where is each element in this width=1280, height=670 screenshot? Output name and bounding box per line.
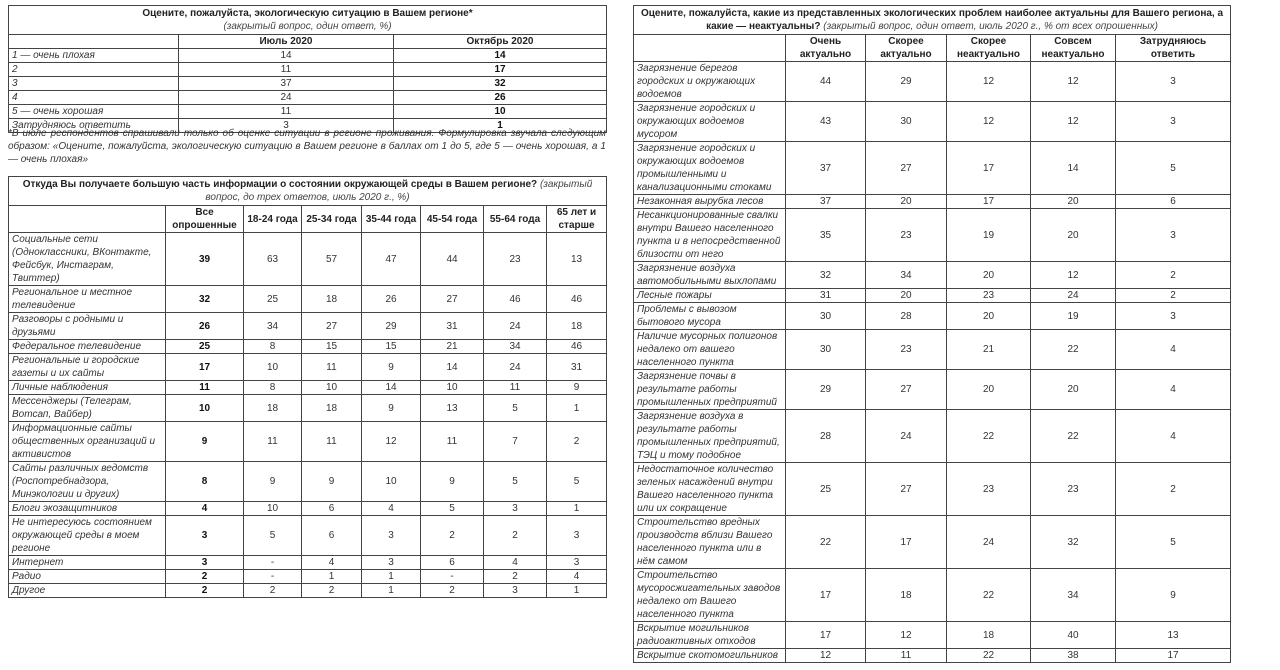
cell-value: 2 — [484, 570, 547, 584]
cell-value: 14 — [179, 49, 394, 63]
cell-value: 3 — [166, 556, 244, 570]
ecology-rating-table — [8, 5, 607, 133]
cell-value: 28 — [786, 410, 866, 463]
cell-value: 5 — [1116, 142, 1231, 195]
cell-value: 27 — [421, 286, 484, 313]
cell-value: 8 — [244, 381, 302, 395]
cell-value: 18 — [547, 313, 607, 340]
cell-value: 12 — [866, 622, 947, 649]
cell-value: 17 — [866, 516, 947, 569]
cell-value: 19 — [947, 209, 1031, 262]
row-label: Загрязнение воздуха автомобильными выхлопами — [634, 262, 786, 289]
table-row — [9, 381, 607, 395]
cell-value: 24 — [866, 410, 947, 463]
cell-value: 29 — [786, 370, 866, 410]
cell-value: 11 — [866, 649, 947, 663]
cell-value: 18 — [947, 622, 1031, 649]
row-label: Мессенджеры (Телеграм, Вотсап, Вайбер) — [9, 395, 166, 422]
cell-value: 2 — [1116, 262, 1231, 289]
cell-value: 20 — [866, 195, 947, 209]
cell-value: 10 — [244, 502, 302, 516]
cell-value: 47 — [362, 233, 421, 286]
row-label: 2 — [9, 63, 179, 77]
column-header: Очень актуально — [786, 35, 866, 62]
cell-value: 12 — [1031, 102, 1116, 142]
cell-value: 4 — [484, 556, 547, 570]
row-label: Недостаточное количество зеленых насаждений внутри Вашего населенного пункта или их сокращение — [634, 463, 786, 516]
cell-value: 5 — [484, 462, 547, 502]
cell-value: 11 — [244, 422, 302, 462]
cell-value: 12 — [947, 102, 1031, 142]
cell-value: 13 — [1116, 622, 1231, 649]
cell-value: 2 — [547, 422, 607, 462]
cell-value: 4 — [166, 502, 244, 516]
cell-value: 4 — [547, 570, 607, 584]
cell-value: 23 — [866, 330, 947, 370]
table-row — [634, 649, 1231, 663]
cell-value: 20 — [866, 289, 947, 303]
cell-value: 9 — [421, 462, 484, 502]
cell-value: 46 — [547, 286, 607, 313]
row-label: Загрязнение берегов городских и окружающих водоемов — [634, 62, 786, 102]
column-header: 45-54 года — [421, 206, 484, 233]
row-label: 4 — [9, 91, 179, 105]
cell-value: 1 — [362, 584, 421, 598]
cell-value: 35 — [786, 209, 866, 262]
cell-value: 11 — [302, 354, 362, 381]
cell-value: 2 — [421, 584, 484, 598]
cell-value: 5 — [484, 395, 547, 422]
cell-value: 9 — [547, 381, 607, 395]
cell-value: 23 — [1031, 463, 1116, 516]
row-label: Не интересуюсь состоянием окружающей среды в моем регионе — [9, 516, 166, 556]
table-row — [634, 516, 1231, 569]
cell-value: 11 — [302, 422, 362, 462]
cell-value: 37 — [179, 77, 394, 91]
column-header: Скорее актуально — [866, 35, 947, 62]
cell-value: 13 — [421, 395, 484, 422]
title-text: Откуда Вы получаете большую часть информации о состоянии окружающей среды в Вашем регионе? — [22, 179, 538, 190]
cell-value: 10 — [421, 381, 484, 395]
cell-value: 39 — [166, 233, 244, 286]
cell-value: 57 — [302, 233, 362, 286]
cell-value: 38 — [1031, 649, 1116, 663]
cell-value: 25 — [166, 340, 244, 354]
cell-value: 31 — [786, 289, 866, 303]
row-label: Блоги экозащитников — [9, 502, 166, 516]
cell-value: 30 — [866, 102, 947, 142]
cell-value: 15 — [362, 340, 421, 354]
cell-value: 22 — [947, 410, 1031, 463]
row-label: Личные наблюдения — [9, 381, 166, 395]
cell-value: 3 — [362, 556, 421, 570]
cell-value: 17 — [786, 569, 866, 622]
cell-value: 63 — [244, 233, 302, 286]
cell-value: 17 — [947, 195, 1031, 209]
cell-value: 19 — [1031, 303, 1116, 330]
cell-value: 2 — [421, 516, 484, 556]
cell-value: 22 — [1031, 410, 1116, 463]
cell-value: 12 — [1031, 62, 1116, 102]
table-row — [9, 49, 607, 63]
row-label: Радио — [9, 570, 166, 584]
cell-value: 20 — [947, 303, 1031, 330]
column-header: 25-34 года — [302, 206, 362, 233]
cell-value: 5 — [244, 516, 302, 556]
cell-value: 4 — [1116, 330, 1231, 370]
header-row — [634, 35, 1231, 62]
column-header: Скорее неактуально — [947, 35, 1031, 62]
cell-value: 34 — [484, 340, 547, 354]
cell-value: 18 — [866, 569, 947, 622]
cell-value: 2 — [244, 584, 302, 598]
table-row — [634, 62, 1231, 102]
cell-value: 31 — [421, 313, 484, 340]
row-label: Региональное и местное телевидение — [9, 286, 166, 313]
cell-value: 4 — [1116, 410, 1231, 463]
cell-value: 22 — [786, 516, 866, 569]
table-row — [634, 330, 1231, 370]
cell-value: 46 — [547, 340, 607, 354]
cell-value: 20 — [1031, 195, 1116, 209]
cell-value: 44 — [421, 233, 484, 286]
row-label: Загрязнение воздуха в результате работы промышленных предприятий, ТЭЦ и тому подобное — [634, 410, 786, 463]
table-row — [9, 354, 607, 381]
cell-value: 23 — [484, 233, 547, 286]
cell-value: 3 — [179, 119, 394, 133]
table-row — [634, 142, 1231, 195]
table-row — [9, 516, 607, 556]
cell-value: 5 — [1116, 516, 1231, 569]
cell-value: 2 — [302, 584, 362, 598]
table-row — [9, 570, 607, 584]
row-label: Лесные пожары — [634, 289, 786, 303]
cell-value: 9 — [166, 422, 244, 462]
cell-value: 10 — [362, 462, 421, 502]
column-header — [9, 35, 179, 49]
cell-value: 4 — [362, 502, 421, 516]
cell-value: 30 — [786, 330, 866, 370]
table-row — [9, 233, 607, 286]
row-label: Социальные сети (Одноклассники, ВКонтакте, Фейсбук, Инстаграм, Твиттер) — [9, 233, 166, 286]
subtitle-text: (закрытый вопрос, до трех ответов, июль 2020 г., %) — [205, 179, 593, 203]
cell-value: 25 — [244, 286, 302, 313]
table-row — [634, 569, 1231, 622]
subtitle-text: (закрытый вопрос, один ответ, %) — [223, 21, 392, 32]
row-label: Строительство вредных производств вблизи Вашего населенного пункта или в нём самом — [634, 516, 786, 569]
table-row — [9, 286, 607, 313]
column-header: 65 лет и старше — [547, 206, 607, 233]
table-row — [634, 370, 1231, 410]
cell-value: 3 — [1116, 209, 1231, 262]
cell-value: 14 — [394, 49, 607, 63]
cell-value: 46 — [484, 286, 547, 313]
cell-value: 20 — [1031, 209, 1116, 262]
cell-value: 28 — [866, 303, 947, 330]
table-row — [634, 262, 1231, 289]
cell-value: 1 — [302, 570, 362, 584]
table-row — [9, 584, 607, 598]
cell-value: 11 — [421, 422, 484, 462]
cell-value: 37 — [786, 142, 866, 195]
cell-value: 32 — [786, 262, 866, 289]
cell-value: 7 — [484, 422, 547, 462]
cell-value: 13 — [547, 233, 607, 286]
column-header: Октябрь 2020 — [394, 35, 607, 49]
row-label: Затрудняюсь ответить — [9, 119, 179, 133]
row-label: Информационные сайты общественных организаций и активистов — [9, 422, 166, 462]
cell-value: 3 — [484, 502, 547, 516]
cell-value: 24 — [947, 516, 1031, 569]
row-label: 3 — [9, 77, 179, 91]
cell-value: 18 — [244, 395, 302, 422]
cell-value: 32 — [166, 286, 244, 313]
row-label: 1 — очень плохая — [9, 49, 179, 63]
table-title — [9, 177, 607, 206]
row-label: Незаконная вырубка лесов — [634, 195, 786, 209]
subtitle-text: (закрытый вопрос, один ответ, июль 2020 г., % от всех опрошенных) — [823, 21, 1158, 32]
cell-value: 27 — [866, 370, 947, 410]
cell-value: 2 — [166, 570, 244, 584]
row-label: Загрязнение почвы в результате работы промышленных предприятий — [634, 370, 786, 410]
cell-value: 5 — [421, 502, 484, 516]
cell-value: 17 — [786, 622, 866, 649]
column-header — [634, 35, 786, 62]
header-row — [9, 35, 607, 49]
cell-value: 9 — [1116, 569, 1231, 622]
cell-value: 37 — [786, 195, 866, 209]
row-label: Федеральное телевидение — [9, 340, 166, 354]
row-label: 5 — очень хорошая — [9, 105, 179, 119]
table-row — [9, 313, 607, 340]
table-row — [634, 622, 1231, 649]
cell-value: 12 — [786, 649, 866, 663]
cell-value: 1 — [362, 570, 421, 584]
cell-value: 26 — [166, 313, 244, 340]
cell-value: 4 — [1116, 370, 1231, 410]
footnote: *В июле респондентов спрашивали только об оценке ситуации в регионе проживания. Формулировка звучала следующим образом: «Оцените, пожалуйста, экологическую ситуацию в Вашем регионе в баллах от 1 до 5, где 5 — очень хорошая, а 1 — очень плохая» — [8, 128, 606, 165]
table-row — [634, 410, 1231, 463]
cell-value: 23 — [947, 463, 1031, 516]
cell-value: 8 — [244, 340, 302, 354]
cell-value: 20 — [1031, 370, 1116, 410]
cell-value: 40 — [1031, 622, 1116, 649]
cell-value: 44 — [786, 62, 866, 102]
cell-value: 3 — [362, 516, 421, 556]
cell-value: 24 — [1031, 289, 1116, 303]
cell-value: 29 — [866, 62, 947, 102]
table-row — [9, 91, 607, 105]
table-row — [634, 463, 1231, 516]
row-label: Сайты различных ведомств (Роспотребнадзора, Минэкологии и других) — [9, 462, 166, 502]
cell-value: 43 — [786, 102, 866, 142]
cell-value: 23 — [947, 289, 1031, 303]
cell-value: 2 — [1116, 289, 1231, 303]
title-text: Оцените, пожалуйста, экологическую ситуацию в Вашем регионе* — [142, 8, 473, 19]
column-header: Июль 2020 — [179, 35, 394, 49]
table-row — [9, 105, 607, 119]
cell-value: 8 — [166, 462, 244, 502]
table-row — [9, 77, 607, 91]
cell-value: - — [421, 570, 484, 584]
column-header: 18-24 года — [244, 206, 302, 233]
table-row — [9, 63, 607, 77]
cell-value: 3 — [547, 556, 607, 570]
table-row — [9, 502, 607, 516]
title-text: Оцените, пожалуйста, какие из представленных экологических проблем наиболее актуальны для Вашего региона, а какие — неактуальны? — [641, 8, 1224, 32]
row-label: Загрязнение городских и окружающих водоемов мусором — [634, 102, 786, 142]
cell-value: 17 — [166, 354, 244, 381]
cell-value: 10 — [244, 354, 302, 381]
table-row — [9, 462, 607, 502]
cell-value: 20 — [947, 262, 1031, 289]
cell-value: 11 — [179, 105, 394, 119]
cell-value: 14 — [421, 354, 484, 381]
table-row — [9, 395, 607, 422]
cell-value: 27 — [302, 313, 362, 340]
cell-value: 17 — [1116, 649, 1231, 663]
cell-value: 32 — [1031, 516, 1116, 569]
cell-value: 6 — [1116, 195, 1231, 209]
cell-value: 22 — [1031, 330, 1116, 370]
cell-value: 3 — [1116, 62, 1231, 102]
table-row — [9, 340, 607, 354]
cell-value: 6 — [421, 556, 484, 570]
table-row — [634, 303, 1231, 330]
cell-value: 3 — [484, 584, 547, 598]
cell-value: 17 — [947, 142, 1031, 195]
cell-value: 5 — [547, 462, 607, 502]
cell-value: 12 — [947, 62, 1031, 102]
row-label: Вскрытие могильников радиоактивных отходов — [634, 622, 786, 649]
row-label: Наличие мусорных полигонов недалеко от вашего населенного пункта — [634, 330, 786, 370]
cell-value: 3 — [547, 516, 607, 556]
cell-value: 22 — [947, 649, 1031, 663]
cell-value: 14 — [362, 381, 421, 395]
cell-value: 1 — [394, 119, 607, 133]
header-row — [9, 206, 607, 233]
cell-value: 3 — [1116, 303, 1231, 330]
column-header: Все опрошенные — [166, 206, 244, 233]
cell-value: 12 — [1031, 262, 1116, 289]
table-row — [9, 556, 607, 570]
cell-value: - — [244, 556, 302, 570]
table-title — [9, 6, 607, 35]
cell-value: 4 — [302, 556, 362, 570]
row-label: Строительство мусоросжигательных заводов недалеко от Вашего населенного пункта — [634, 569, 786, 622]
column-header: Затрудняюсь ответить — [1116, 35, 1231, 62]
column-header: 35-44 года — [362, 206, 421, 233]
cell-value: 2 — [1116, 463, 1231, 516]
cell-value: 1 — [547, 395, 607, 422]
cell-value: 18 — [302, 395, 362, 422]
cell-value: 17 — [394, 63, 607, 77]
row-label: Региональные и городские газеты и их сайты — [9, 354, 166, 381]
column-header: 55-64 года — [484, 206, 547, 233]
cell-value: - — [244, 570, 302, 584]
cell-value: 29 — [362, 313, 421, 340]
table-row — [634, 195, 1231, 209]
cell-value: 9 — [244, 462, 302, 502]
cell-value: 6 — [302, 516, 362, 556]
cell-value: 1 — [547, 502, 607, 516]
cell-value: 6 — [302, 502, 362, 516]
cell-value: 20 — [947, 370, 1031, 410]
cell-value: 15 — [302, 340, 362, 354]
cell-value: 34 — [866, 262, 947, 289]
row-label: Интернет — [9, 556, 166, 570]
cell-value: 22 — [947, 569, 1031, 622]
table-row — [634, 102, 1231, 142]
cell-value: 32 — [394, 77, 607, 91]
column-header — [9, 206, 166, 233]
row-label: Загрязнение городских и окружающих водоемов промышленными и канализационными стоками — [634, 142, 786, 195]
row-label: Разговоры с родными и друзьями — [9, 313, 166, 340]
cell-value: 26 — [362, 286, 421, 313]
cell-value: 1 — [547, 584, 607, 598]
cell-value: 21 — [947, 330, 1031, 370]
table-title — [634, 6, 1231, 35]
cell-value: 27 — [866, 463, 947, 516]
cell-value: 10 — [302, 381, 362, 395]
cell-value: 3 — [166, 516, 244, 556]
cell-value: 24 — [484, 313, 547, 340]
cell-value: 9 — [302, 462, 362, 502]
eco-problems-table — [633, 5, 1231, 663]
cell-value: 11 — [179, 63, 394, 77]
cell-value: 24 — [484, 354, 547, 381]
cell-value: 10 — [166, 395, 244, 422]
row-label: Другое — [9, 584, 166, 598]
cell-value: 12 — [362, 422, 421, 462]
cell-value: 9 — [362, 395, 421, 422]
info-sources-table — [8, 176, 607, 598]
cell-value: 27 — [866, 142, 947, 195]
cell-value: 30 — [786, 303, 866, 330]
cell-value: 31 — [547, 354, 607, 381]
cell-value: 26 — [394, 91, 607, 105]
cell-value: 10 — [394, 105, 607, 119]
cell-value: 3 — [1116, 102, 1231, 142]
row-label: Проблемы с вывозом бытового мусора — [634, 303, 786, 330]
cell-value: 9 — [362, 354, 421, 381]
column-header: Совсем неактуально — [1031, 35, 1116, 62]
cell-value: 2 — [484, 516, 547, 556]
table-row — [634, 289, 1231, 303]
cell-value: 23 — [866, 209, 947, 262]
cell-value: 25 — [786, 463, 866, 516]
cell-value: 34 — [244, 313, 302, 340]
row-label: Несанкционированные свалки внутри Вашего населенного пункта и в непосредственной близости от него — [634, 209, 786, 262]
cell-value: 24 — [179, 91, 394, 105]
cell-value: 21 — [421, 340, 484, 354]
cell-value: 11 — [484, 381, 547, 395]
table-row — [634, 209, 1231, 262]
cell-value: 2 — [166, 584, 244, 598]
row-label: Вскрытие скотомогильников — [634, 649, 786, 663]
table-row — [9, 422, 607, 462]
cell-value: 14 — [1031, 142, 1116, 195]
cell-value: 11 — [166, 381, 244, 395]
cell-value: 18 — [302, 286, 362, 313]
cell-value: 34 — [1031, 569, 1116, 622]
